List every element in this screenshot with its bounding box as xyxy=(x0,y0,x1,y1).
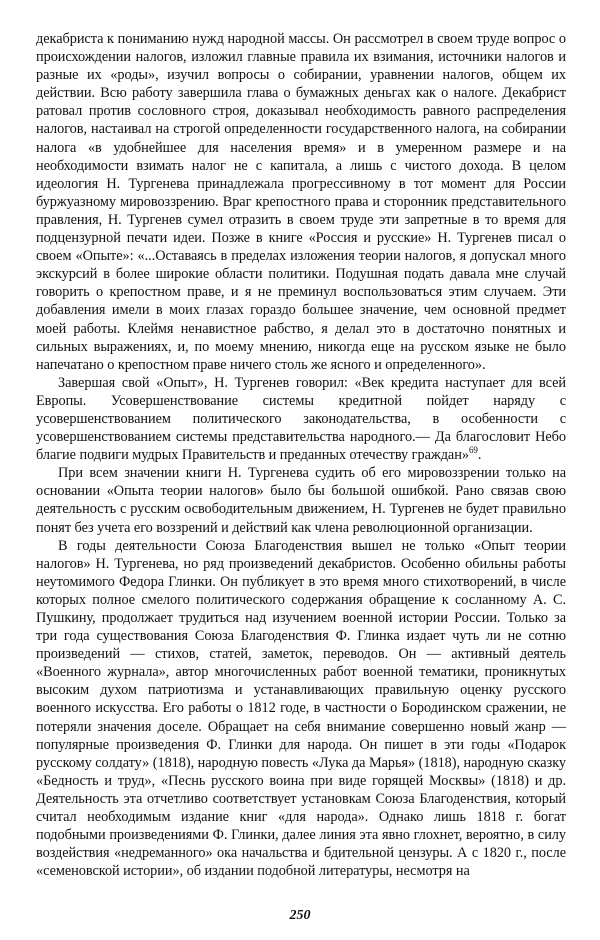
page-number: 250 xyxy=(289,908,311,923)
paragraph-3: При всем значении книги Н. Тургенева судить об его мировоззрении только на основании «Опыта теории налогов» было бы большой ошибкой. Рано связав свою деятельность с русским освободительным движением, Н. Тургенев не будет правильно понят без учета его воззрений и действий как члена революционной организации. xyxy=(36,465,566,536)
paragraph-4: В годы деятельности Союза Благоденствия вышел не только «Опыт теории налогов» Н. Тургенева, но ряд произведений декабристов. Особенно обильны работы неутомимого Федора Глинки. Он публикует в это время много стихотворений, в числе которых полное смелого политического содержания обращение к сосланному А. С. Пушкину, продолжает трудиться над изучением военной истории России. Только за три года существования Союза Благоденствия Ф. Глинка издает чуть ли не сотню произведений — стихов, статей, заметок, переводов. Он — активный деятель «Военного журнала», автор многочисленных работ военной тематики, проникнутых высоким духом патриотизма и устанавливающих правильную оценку русского военного искусства. Его работы о 1812 годе, в частности о Бородинском сражении, не потеряли значения доселе. Обращает на себя внимание совершенно новый жанр — популярные произведения Ф. Глинки для народа. Он пишет в эти годы «Подарок русскому солдату» (1818), народную повесть «Лука да Марья» (1818), народную сказку «Бедность и труд», «Песнь русского воина при виде горящей Москвы» (1818) и др. Деятельность эта отчетливо соответствует установкам Союза Благоденствия, который считал необходимым издание книг «для народа». Однако лишь 1818 г. богат подобными произведениями Ф. Глинки, далее линия эта явно глохнет, вероятно, в силу воздействия «недреманного» ока начальства и бдительной цензуры. А с 1820 г., после «семеновской истории», об издании подобной литературы, несмотря на xyxy=(36,537,566,880)
footnote-ref-69[interactable]: 69 xyxy=(468,445,478,456)
paragraph-2 xyxy=(36,374,566,464)
paragraph-1: декабриста к пониманию нужд народной массы. Он рассмотрел в своем труде вопрос о происхождении налогов, изложил главные правила их взимания, источники налогов и разные их «роды», изучил вопросы о собирании, уравнении налогов, общем их действии. Всю работу завершила глава о бумажных деньгах как о налоге. Декабрист ратовал против сословного строя, доказывал необходимость равного распределения налогов, настаивал на строгой определенности государственного налога, на собирании налога «в удобнейшее для населения время» и в умеренном размере и на необходимости взимать налог не с капитала, а лишь с чистого дохода. В целом идеология Н. Тургенева принадлежала прогрессивному в тот момент для России буржуазному мировоззрению. Враг крепостного права и сторонник представительного правления, Н. Тургенев сумел отразить в своем труде эти запретные в то время для подцензурной печати идеи. Позже в книге «Россия и русские» Н. Тургенев писал о своем «Опыте»: «...Оставаясь в пределах изложения теории налогов, я допускал много экскурсий в более широкие области политики. Подушная подать давала мне случай говорить о крепостном праве, и я не преминул воспользоваться этим случаем. Эти добавления имели в моих глазах гораздо большее значение, чем основной предмет моей работы. Клеймя ненавистное рабство, я делал это в достаточно понятных и сильных выражениях, и, по моему мнению, никогда еще на русском языке не было напечатано о крепостном праве ничего столь же ясного и определенного». xyxy=(36,31,566,373)
paragraph-2-text: Завершая свой «Опыт», Н. Тургенев говорил: «Век кредита наступает для всей Европы. Усовершенствование системы кредитной пойдет наряду с усовершенствованием политического законодательства, в особенности с усовершенствованием системы представительства народного.— Да благословит Небо благие подвиги мудрых Правительств и преданных отечеству граждан» xyxy=(36,374,566,464)
page-body xyxy=(36,30,566,910)
paragraph-2-tail: . xyxy=(477,447,482,464)
